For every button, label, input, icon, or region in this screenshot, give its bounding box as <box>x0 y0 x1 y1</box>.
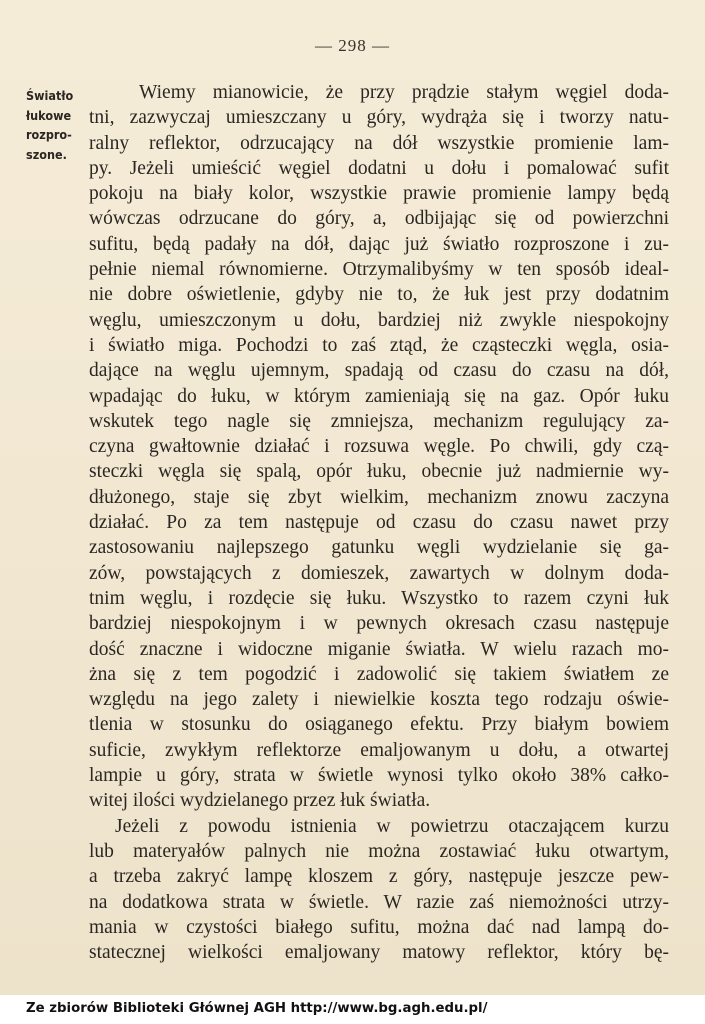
text-line: steczki węgla się spalą, opór łuku, obecnie już nadmiernie wy- <box>89 461 669 483</box>
text-line: zów, powstających z domieszek, zawartych w dolnym doda- <box>89 562 669 584</box>
library-footer <box>0 995 705 1024</box>
text-line: witej ilości wydzielanego przez łuk światła. <box>89 790 431 812</box>
text-line: Jeżeli z powodu istnienia w powietrzu otaczającem kurzu <box>115 815 669 837</box>
text-line: mania w czystości białego sufitu, można dać nad lampą do- <box>89 916 669 938</box>
body-text <box>89 80 669 965</box>
text-line: wskutek tego nagle się zmniejsza, mechanizm regulujący za- <box>89 410 669 432</box>
text-line: wpadając do łuku, w którym zamieniają się na gaz. Opór łuku <box>89 385 669 407</box>
text-line: działać. Po za tem następuje od czasu do czasu nawet przy <box>89 512 669 534</box>
text-line: wówczas odrzucane do góry, a, odbijając się od powierzchni <box>89 208 669 230</box>
text-line: a trzeba zakryć lampę kloszem z góry, następuje jeszcze pew- <box>89 866 669 888</box>
text-line: lampie u góry, strata w świetle wynosi tylko około 38% całko- <box>89 765 669 787</box>
text-line: pokoju na biały kolor, wszystkie prawie promienie lampy będą <box>89 183 669 205</box>
text-line: dość znaczne i widoczne miganie światła. W wielu razach mo- <box>89 638 669 660</box>
text-line: żna się z tem pogodzić i zadowolić się takiem światłem ze <box>89 663 669 685</box>
text-line: lub materyałów palnych nie można zostawiać łuku otwartym, <box>89 840 669 862</box>
text-line: pełnie niemal równomierne. Otrzymalibyśmy w ten sposób ideal- <box>89 259 669 281</box>
text-line: względu na jego zalety i niewielkie koszta tego rodzaju oświe- <box>89 689 669 711</box>
text-line: statecznej wielkości emaljowany matowy reflektor, który bę- <box>89 942 669 964</box>
text-line: sufitu, będą padały na dół, dając już światło rozproszone i zu- <box>89 233 669 255</box>
margin-note <box>26 86 78 164</box>
margin-note-line: łukowe <box>26 107 72 123</box>
margin-note-line: Światło <box>26 88 74 103</box>
text-line: suficie, zwykłym reflektorze emaljowanym u dołu, a otwartej <box>89 739 669 761</box>
text-line: ralny reflektor, odrzucający na dół wszystkie promienie lam- <box>89 132 669 154</box>
text-line: i światło miga. Pochodzi to zaś ztąd, że cząsteczki węgla, osia- <box>89 334 669 356</box>
text-line: tni, zazwyczaj umieszczany u góry, wydrąża się i tworzy natu- <box>89 107 669 129</box>
page-number: — 298 — <box>315 36 390 55</box>
text-line: dające na węglu ujemnym, spadają od czasu do czasu na dół, <box>89 360 669 382</box>
margin-note-line: rozpro- <box>26 127 72 142</box>
text-line: Wiemy mianowicie, że przy prądzie stałym węgiel doda- <box>139 82 669 103</box>
text-line: tlenia w stosunku do osiąganego efektu. Przy białym bowiem <box>89 714 669 736</box>
text-line: zastosowaniu najlepszego gatunku węgli wydzielanie się ga- <box>89 537 669 559</box>
text-line: czyna gwałtownie działać i rozsuwa węgle. Po chwili, gdy czą- <box>89 436 669 458</box>
text-line: tnim węglu, i rozdęcie się łuku. Wszystko to razem czyni łuk <box>89 587 669 609</box>
text-line: nie dobre oświetlenie, gdyby nie to, że łuk jest przy dodatnim <box>89 284 669 306</box>
text-line: węglu, umieszczonym u dołu, bardziej niż zwykle niespokojny <box>89 309 669 331</box>
margin-note-line: szone. <box>26 146 67 162</box>
footer-text: Ze zbiorów Biblioteki Głównej AGH http://www.bg.agh.edu.pl/ <box>26 1001 488 1016</box>
text-line: bardziej niespokojnym i w pewnych okresach czasu następuje <box>89 613 669 635</box>
text-line: na dodatkowa strata w świetle. W razie zaś niemożności utrzy- <box>89 891 669 913</box>
text-line: dłużonego, staje się zbyt wielkim, mechanizm znowu zaczyna <box>89 486 669 508</box>
text-line: py. Jeżeli umieścić węgiel dodatni u dołu i pomalować sufit <box>89 157 669 179</box>
